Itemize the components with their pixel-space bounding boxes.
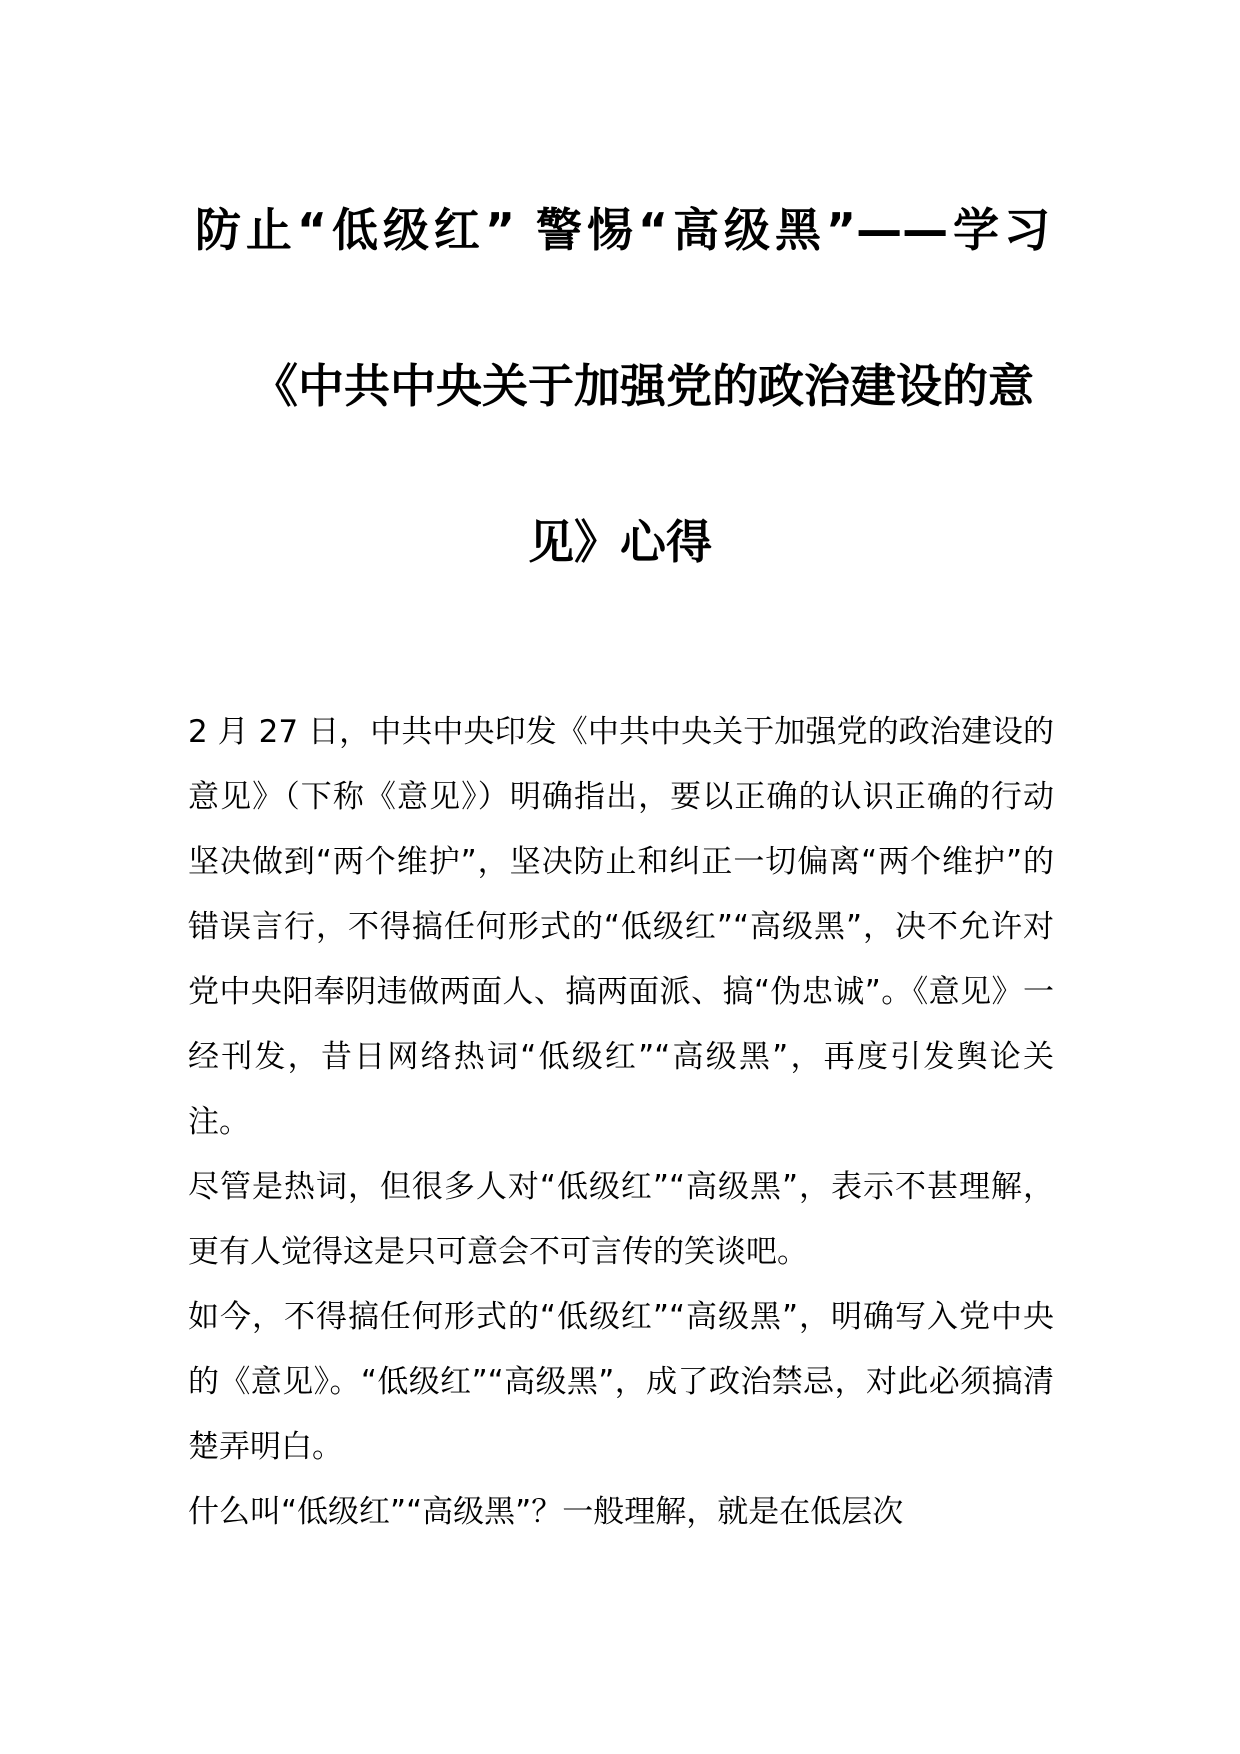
paragraph-1: 2 月 27 日，中共中央印发《中共中央关于加强党的政治建设的意见》（下称《意见》）明确指出，要以正确的认识正确的行动坚决做到“两个维护”，坚决防止和纠正一切偏离“两个维护”的错误言行，不得搞任何形式的“低级红”“高级黑”，决不允许对党中央阳奉阴违做两面人、搞两面派、搞“伪忠诚”。《意见》一经刊发，昔日网络热词“低级红”“高级黑”，再度引发舆论关注。 — [188, 714, 1054, 1140]
paragraph-4: 什么叫“低级红”“高级黑”？一般理解，就是在低层次 — [188, 1494, 904, 1530]
document-body — [188, 700, 1054, 1545]
title-line-2: 《中共中央关于加强党的政治建设的意 — [252, 359, 1034, 413]
title-line-1: 防止“低级红” 警惕“高级黑”——学习 — [195, 203, 1050, 257]
paragraph-2: 尽管是热词，但很多人对“低级红”“高级黑”，表示不甚理解，更有人觉得这是只可意会不可言传的笑谈吧。 — [188, 1169, 1054, 1270]
paragraph-3: 如今，不得搞任何形式的“低级红”“高级黑”，明确写入党中央的《意见》。“低级红”“高级黑”，成了政治禁忌，对此必须搞清楚弄明白。 — [188, 1299, 1054, 1465]
title-line-3: 见》心得 — [528, 515, 712, 569]
